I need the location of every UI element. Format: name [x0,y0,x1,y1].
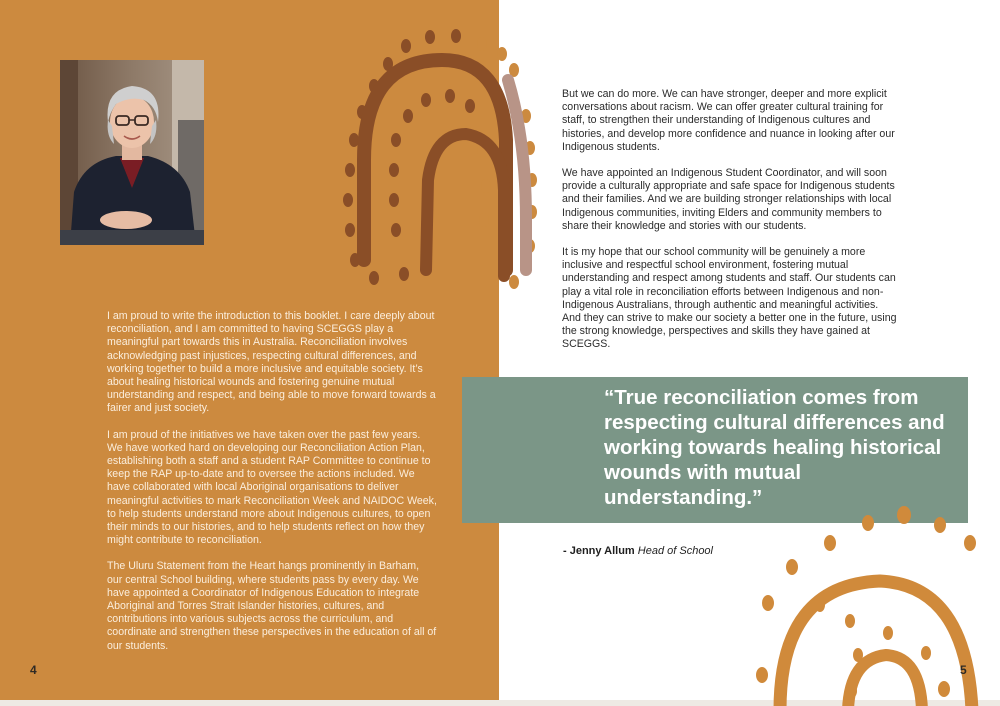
page-number-right: 5 [960,663,967,677]
portrait-illustration [60,60,204,245]
right-paragraph-1: But we can do more. We can have stronger, deeper and more explicit conversations about racism. We can offer greater cultural training for staff, to strengthen their understanding of Indigenous cultures and histories, and develop more confidence and nuance in looking after our Indigenous students. [562,88,895,153]
portrait-photo [60,60,204,245]
page-number-left: 4 [30,663,37,677]
left-paragraph-1: I am proud to write the introduction to this booklet. I care deeply about reconciliation, and I am committed to having SCEGGS play a meaningful part towards this in Australia. Reconciliation involves acknowledging past injustices, respecting cultural differences, and working together to build a more inclusive and equitable society. It’s about healing historical wounds and fostering genuine mutual understanding and respect, and being able to move forward towards a fairer and just society. [107,310,436,415]
left-paragraph-3: The Uluru Statement from the Heart hangs prominently in Barham, our central School building, where students pass by every day. We have appointed a Coordinator of Indigenous Education to integrate Aboriginal and Torres Strait Islander histories, cultures, and contributions into various subjects across the curriculum, and coordinate and strengthen these perspectives in the education of all of our students. [107,560,437,652]
left-body-text [107,310,437,666]
arch-dots-decoration [330,20,570,300]
quote-attribution [563,545,713,557]
attribution-name: - Jenny Allum [563,545,635,557]
right-paragraph-2: We have appointed an Indigenous Student Coordinator, and will soon provide a culturally appropriate and safe space for Indigenous students and their families. And we are building stronger relationships with local Indigenous communities, inviting Elders and community members to share their knowledge and stories with our students. [562,167,895,232]
right-body-text [562,88,898,365]
left-paragraph-2: I am proud of the initiatives we have taken over the past few years. We have worked hard on developing our Reconciliation Action Plan, establishing both a staff and a student RAP Committee to continue to keep the RAP up-to-date and to oversee the actions included. We have collaborated with local Aboriginal organisations to deliver meaningful activities to mark Reconciliation Week and NAIDOC Week, to help students understand more about Indigenous cultures, to open their minds to our histories, and to help students reflect on how they might contribute to reconciliation. [107,428,437,547]
right-paragraph-3: It is my hope that our school community will be genuinely a more inclusive and respectful school environment, fostering mutual understanding and respect among students and staff. Our students can play a vital role in reconciliation efforts between Indigenous and non-Indigenous Australians, through authentic and meaningful activities. And they can strive to make our society a better one in the future, using the strong knowledge, perspectives and skills they have gained at SCEGGS. [562,246,897,351]
attribution-role: Head of School [637,545,713,557]
pull-quote-text: “True reconciliation comes from respecting cultural differences and working towards healing historical wounds with mutual understanding.” [604,386,945,509]
